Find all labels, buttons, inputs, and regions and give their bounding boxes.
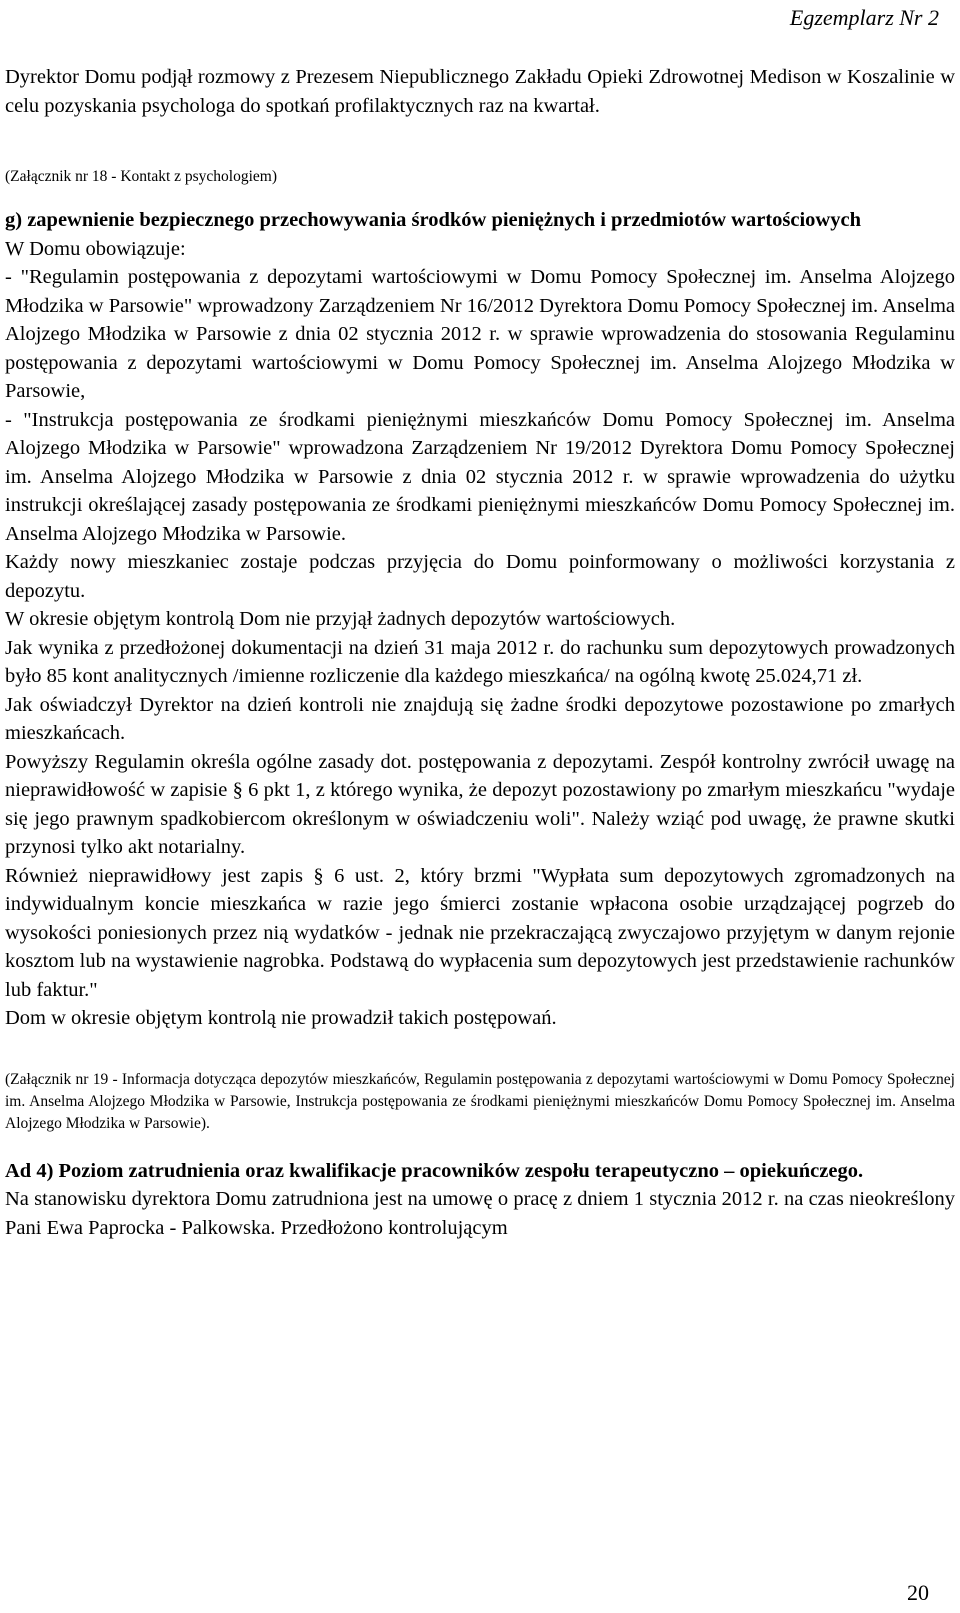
in-home-paragraph: W Domu obowiązuje:	[5, 237, 186, 260]
director-employment-paragraph: Na stanowisku dyrektora Domu zatrudniona jest na umowę o pracę z dniem 1 stycznia 2012 r. na czas nieokreślony Pani Ewa Paprocka - Palkowska. Przedłożono kontrolującym	[5, 1188, 955, 1239]
document-page	[5, 0, 955, 1613]
director-statement-paragraph: Jak oświadczył Dyrektor na dzień kontroli nie znajdują się żadne środki depozytowe pozostawione po zmarłych mieszkańcach.	[5, 693, 955, 744]
instrukcja-list-item: - "Instrukcja postępowania ze środkami pieniężnymi mieszkańców Domu Pomocy Społecznej im. Anselma Alojzego Młodzika w Parsowie" wprowadzona Zarządzeniem Nr 19/2012 Dyrektora Domu Pomocy Społecznej im. Anselma Alojzego Młodzika w Parsowie z dnia 02 stycznia 2012 r. w sprawie wprowadzenia do użytku instrukcji określającej zasady postępowania ze środkami pieniężnymi mieszkańców Domu Pomocy Społecznej im. Anselma Alojzego Młodzika w Parsowie.	[5, 408, 955, 545]
intro-paragraph: Dyrektor Domu podjął rozmowy z Prezesem Niepublicznego Zakładu Opieki Zdrowotnej Medison w Koszalinie w celu pozyskania psychologa do spotkań profilaktycznych raz na kwartał.	[5, 66, 955, 117]
ad4-heading: Ad 4) Poziom zatrudnienia oraz kwalifikacje pracowników zespołu terapeutyczno – opiekuńczego.	[5, 1159, 864, 1182]
attachment-18-note: (Załącznik nr 18 - Kontakt z psychologiem)	[5, 168, 278, 185]
page-number: 20	[907, 1580, 929, 1605]
copy-label: Egzemplarz Nr 2	[789, 5, 939, 30]
section-g-heading: g) zapewnienie bezpiecznego przechowywania środków pieniężnych i przedmiotów wartościowych	[5, 209, 861, 231]
document-body	[5, 63, 955, 1242]
no-deposits-paragraph: W okresie objętym kontrolą Dom nie przyjął żadnych depozytów wartościowych.	[5, 608, 676, 630]
attachment-19-note: (Załącznik nr 19 - Informacja dotycząca depozytów mieszkańców, Regulamin postępowania z depozytami wartościowymi w Domu Pomocy Społecznej im. Anselma Alojzego Młodzika w Parsowie, Instrukcja postępowania ze środkami pieniężnymi mieszkańców Domu Pomocy Społecznej im. Anselma Alojzego Młodzika w Parsowie).	[5, 1070, 955, 1132]
general-rules-paragraph: Powyższy Regulamin określa ogólne zasady dot. postępowania z depozytami. Zespół kontrolny zwrócił uwagę na nieprawidłowość w zapisie § 6 pkt 1, z którego wynika, że depozyt pozostawiony po zmarłym mieszkańcu "wydaje się jego prawnym spadkobiercom określonym w oświadczeniu woli". Należy wziąć pod uwagę, że prawne skutki przynosi tylko akt notarialny.	[5, 750, 955, 858]
regulamin-list-item: - "Regulamin postępowania z depozytami wartościowymi w Domu Pomocy Społecznej im. Anselma Alojzego Młodzika w Parsowie" wprowadzony Zarządzeniem Nr 16/2012 Dyrektora Domu Pomocy Społecznej im. Anselma Alojzego Młodzika w Parsowie z dnia 02 stycznia 2012 r. w sprawie wprowadzenia do stosowania Regulaminu postępowania z depozytami wartościowymi w Domu Pomocy Społecznej im. Anselma Alojzego Młodzika w Parsowie,	[5, 266, 955, 402]
documentation-paragraph: Jak wynika z przedłożonej dokumentacji na dzień 31 maja 2012 r. do rachunku sum depozytowych prowadzonych było 85 kont analitycznych /imienne rozliczenie dla każdego mieszkańca/ na ogólną kwotę 25.024,71 zł.	[5, 636, 955, 687]
new-resident-paragraph: Każdy nowy mieszkaniec zostaje podczas przyjęcia do Domu poinformowany o możliwości korzystania z depozytu.	[5, 551, 955, 602]
also-incorrect-paragraph: Również nieprawidłowy jest zapis § 6 ust. 2, który brzmi "Wypłata sum depozytowych zgromadzonych na indywidualnym koncie mieszkańca w razie jego śmierci zostanie wpłacona osobie urządzającej pogrzeb do wysokości poniesionych przez nią wydatków - jednak nie przekraczającą zwyczajowo przyjętym w danym rejonie kosztom lub na wystawienie nagrobka. Podstawą do wypłacenia sum depozytowych jest przedstawienie rachunków lub faktur."	[5, 864, 955, 1001]
no-proceedings-paragraph: Dom w okresie objętym kontrolą nie prowadził takich postępowań.	[5, 1007, 557, 1029]
